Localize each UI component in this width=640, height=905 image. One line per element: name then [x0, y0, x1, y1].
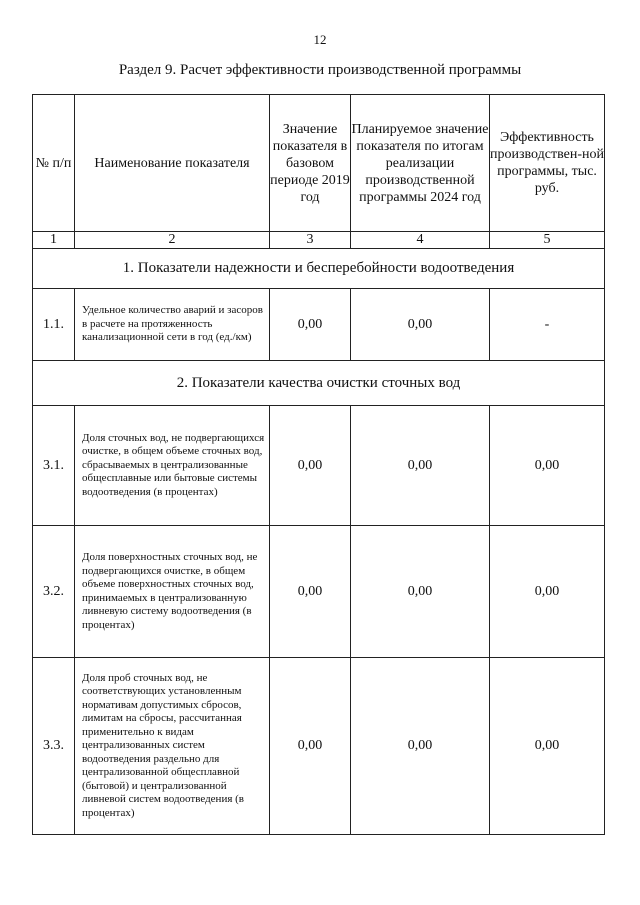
row-efficiency: 0,00 [490, 526, 605, 658]
group-header-row [33, 249, 605, 289]
row-index: 3.2. [33, 526, 75, 658]
row-indicator-name: Доля проб сточных вод, не соответствующих установленным нормативам допустимых сбросов, лимитам на сбросы, рассчитанная применительно к видам централизованных систем водоотведения раздельно для централизованной общесплавной (бытовой) и централизованной ливневой систем водоотведения (в процентах) [75, 658, 270, 835]
group-header-row [33, 361, 605, 406]
row-planned-value: 0,00 [351, 526, 490, 658]
row-planned-value: 0,00 [351, 289, 490, 361]
row-base-value: 0,00 [270, 289, 351, 361]
section-title: Раздел 9. Расчет эффективности производственной программы [118, 62, 522, 78]
header-planned-value: Планируемое значение показателя по итогам реализации производственной программы 2024 год [351, 95, 490, 232]
column-number: 2 [75, 232, 270, 249]
row-index: 3.3. [33, 658, 75, 835]
efficiency-table [32, 94, 605, 835]
row-indicator-name: Доля поверхностных сточных вод, не подвергающихся очистке, в общем объеме поверхностных сточных вод, принимаемых в централизованную ливневую систему водоотведения (в процентах) [75, 526, 270, 658]
row-indicator-name: Доля сточных вод, не подвергающихся очистке, в общем объеме сточных вод, сбрасываемых в централизованные общесплавные или бытовые системы водоотведения (в процентах) [75, 406, 270, 526]
table-row [33, 526, 605, 658]
group-title: 2. Показатели качества очистки сточных вод [33, 361, 605, 406]
row-base-value: 0,00 [270, 526, 351, 658]
column-number: 5 [490, 232, 605, 249]
row-efficiency: 0,00 [490, 406, 605, 526]
header-base-value: Значение показателя в базовом периоде 2019 год [270, 95, 351, 232]
column-number: 4 [351, 232, 490, 249]
row-efficiency: 0,00 [490, 658, 605, 835]
row-base-value: 0,00 [270, 658, 351, 835]
table-row [33, 658, 605, 835]
header-number: № п/п [33, 95, 75, 232]
header-efficiency: Эффективность производствен-ной программы, тыс. руб. [490, 95, 605, 232]
row-index: 3.1. [33, 406, 75, 526]
column-number: 3 [270, 232, 351, 249]
header-indicator-name: Наименование показателя [75, 95, 270, 232]
column-number: 1 [33, 232, 75, 249]
page-number: 12 [313, 32, 327, 47]
row-planned-value: 0,00 [351, 406, 490, 526]
table-header-row [33, 95, 605, 232]
row-index: 1.1. [33, 289, 75, 361]
row-base-value: 0,00 [270, 406, 351, 526]
table-row [33, 289, 605, 361]
table-row [33, 406, 605, 526]
group-title: 1. Показатели надежности и бесперебойности водоотведения [33, 249, 605, 289]
column-number-row [33, 232, 605, 249]
row-indicator-name: Удельное количество аварий и засоров в расчете на протяженность канализационной сети в год (ед./км) [75, 289, 270, 361]
row-planned-value: 0,00 [351, 658, 490, 835]
row-efficiency: - [490, 289, 605, 361]
